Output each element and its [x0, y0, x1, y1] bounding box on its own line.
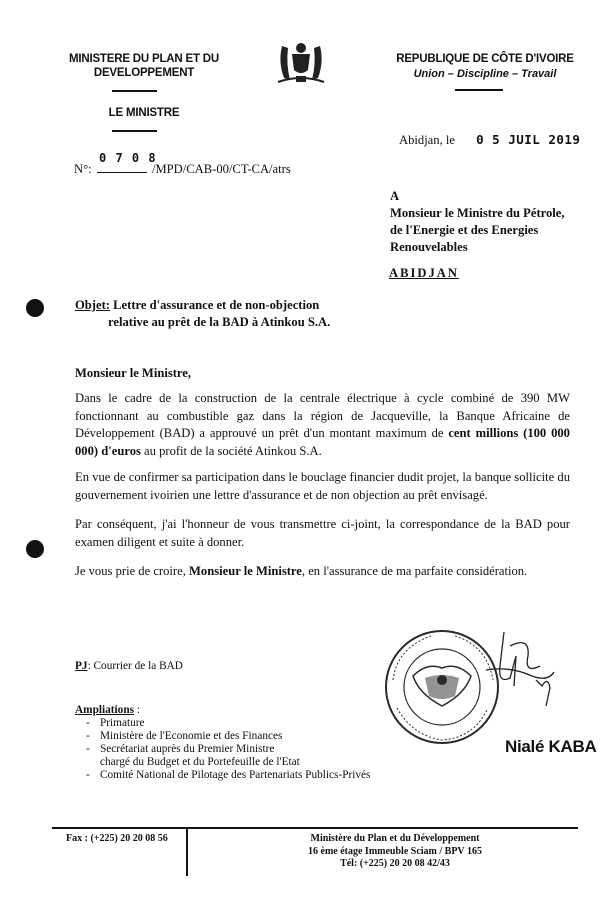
recipient-line2: de l'Energie et des Energies: [390, 223, 539, 237]
ministry-name-line1: MINISTERE DU PLAN ET DU: [68, 53, 219, 65]
list-item: - Ministère de l'Economie et des Finances: [86, 730, 283, 742]
header-rule-right: [455, 89, 503, 91]
paragraph-4-address: Monsieur le Ministre: [189, 564, 302, 578]
paragraph-2: En vue de confirmer sa participation dans le bouclage financier dudit projet, la banque sollicite du gouvernement ivoirien une lettre d'assurance et de non objection au prêt envisagé.: [75, 470, 570, 502]
national-motto: Union – Discipline – Travail: [413, 68, 557, 80]
recipient-block: [390, 188, 565, 256]
subject-line1: Lettre d'assurance et de non-objection: [113, 298, 320, 312]
ampliations-colon: :: [134, 704, 140, 716]
paragraph-3: Par conséquent, j'ai l'honneur de vous transmettre ci-joint, la correspondance de la BAD pour examen diligent et suite à donner.: [75, 517, 570, 549]
subject-label: Objet:: [75, 298, 110, 312]
paragraph-4: [75, 563, 570, 581]
place-date: [399, 132, 580, 148]
recipient-line1: Monsieur le Ministre du Pétrole,: [390, 206, 565, 220]
reference-blank: [97, 172, 147, 173]
footer-top-rule: [52, 827, 578, 829]
punch-hole-top: [26, 299, 44, 317]
punch-hole-bottom: [26, 540, 44, 558]
paragraph-4-start: Je vous prie de croire,: [75, 564, 190, 578]
paragraph-1: [75, 390, 570, 460]
reference-number: [74, 162, 291, 177]
footer-phone: Tél: (+225) 20 20 08 42/43: [340, 858, 450, 869]
paragraph-1-end: au profit de la société Atinkou S.A.: [140, 443, 322, 458]
recipient-line3: Renouvelables: [390, 240, 468, 254]
reference-handwritten-number: 0 7 0 8: [99, 151, 157, 165]
header-rule-left-2: [112, 130, 157, 132]
reference-suffix: /MPD/CAB-00/CT-CA/atrs: [151, 162, 291, 176]
recipient-city: ABIDJAN: [389, 266, 459, 280]
footer-fax: Fax : (+225) 20 20 08 56: [66, 833, 168, 844]
paragraph-1-start: Dans le cadre de la construction de la centrale électrique à cycle combiné de 390 MW fonctionnant au combustible gaz dans la région de Jacqueville, la Banque Africaine de Développement (BAD) a approuvé un prêt d'un montant maximum de: [75, 391, 570, 440]
office-title: LE MINISTRE: [108, 107, 180, 119]
paragraph-1-amount: cent millions (100 000 000) d'euros: [75, 426, 570, 458]
footer-building: 16 ème étage Immeuble Sciam / BPV 165: [308, 845, 482, 857]
subject-block: [75, 297, 330, 331]
ministry-name: [60, 52, 228, 80]
ampliations-block: [75, 703, 405, 782]
attachments: [75, 660, 183, 672]
date-stamp: 0 5 JUIL 2019: [476, 132, 581, 147]
list-item: - Primature: [86, 717, 145, 729]
signatory-name: Nialé KABA: [505, 737, 597, 756]
country-name: REPUBLIQUE DE CÔTE D'IVOIRE: [396, 53, 574, 65]
ampliations-label: Ampliations: [75, 704, 135, 716]
handwritten-signature: [470, 626, 560, 716]
paragraph-4-end: , en l'assurance de ma parfaite considération.: [301, 564, 528, 578]
place-city: Abidjan, le: [399, 133, 455, 147]
header-rule-left-1: [112, 90, 157, 92]
footer-ministry: Ministère du Plan et du Développement: [310, 833, 480, 844]
recipient-to: A: [390, 189, 400, 203]
reference-label: N°:: [74, 162, 92, 176]
attachments-text: : Courrier de la BAD: [87, 660, 183, 672]
list-item: - Comité National de Pilotage des Partenariats Publics-Privés: [86, 769, 371, 781]
footer-divider: [186, 828, 188, 876]
ministry-name-line2: DEVELOPPEMENT: [93, 67, 195, 79]
subject-line2: relative au prêt de la BAD à Atinkou S.A.: [108, 315, 331, 329]
footer-address: [270, 833, 520, 871]
list-item: chargé du Budget et du Portefeuille de l'Etat: [100, 756, 300, 768]
coat-of-arms-emblem: [274, 40, 328, 84]
ampliations-list: [75, 717, 405, 782]
attachments-label: PJ: [75, 660, 88, 672]
salutation: Monsieur le Ministre,: [75, 366, 192, 380]
list-item: - Secrétariat auprès du Premier Ministre: [86, 743, 275, 755]
